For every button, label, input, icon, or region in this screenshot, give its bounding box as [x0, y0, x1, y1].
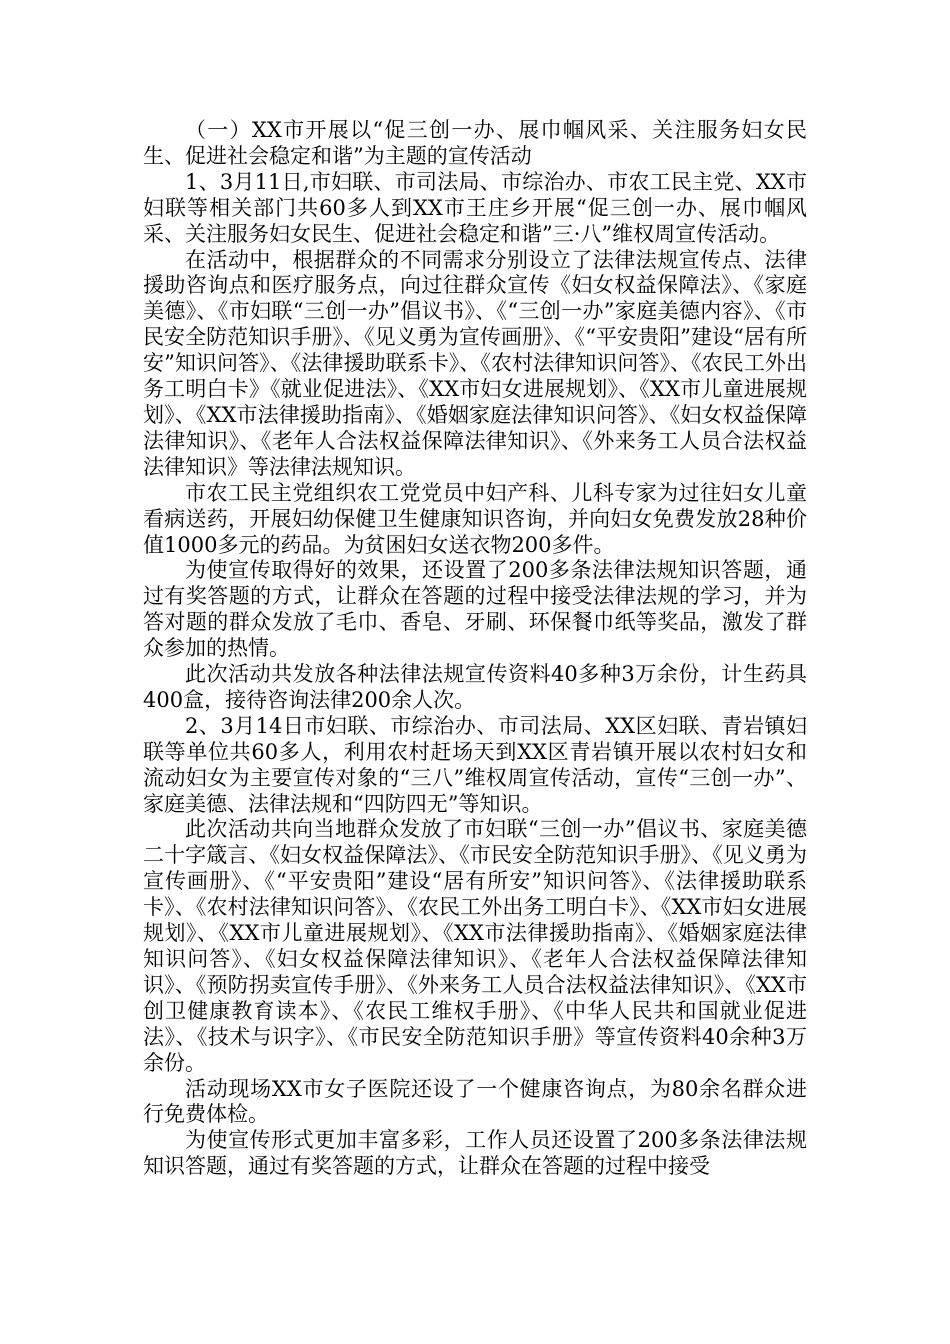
- body-paragraph: 为使宣传取得好的效果，还设置了200多条法律法规知识答题，通过有奖答题的方式，让群众在答题的过程中接受法律法规的学习，并为答对题的群众发放了毛巾、香皂、牙刷、环保餐巾纸等奖品，激发了群众参加的热情。: [143, 558, 807, 661]
- body-paragraph: 市农工民主党组织农工党党员中妇产科、儿科专家为过往妇女儿童看病送药，开展妇幼保健卫生健康知识咨询，并向妇女免费发放28种价值1000多元的药品。为贫困妇女送衣物200多件。: [143, 480, 807, 557]
- body-paragraph: 1、3月11日,市妇联、市司法局、市综治办、市农工民主党、XX市妇联等相关部门共60多人到XX市王庄乡开展“促三创一办、展巾帼风采、关注服务妇女民生、促进社会稳定和谐”三·八”维权周宣传活动。: [143, 169, 807, 246]
- body-paragraph: 此次活动共发放各种法律法规宣传资料40多种3万余份，计生药具400盒，接待咨询法律200余人次。: [143, 662, 807, 712]
- section-heading-paragraph: （一）XX市开展以“促三创一办、展巾帼风采、关注服务妇女民生、促进社会稳定和谐”为主题的宣传活动: [143, 118, 807, 168]
- body-paragraph: 活动现场XX市女子医院还设了一个健康咨询点，为80余名群众进行免费体检。: [143, 1076, 807, 1127]
- body-paragraph: 2、3月14日市妇联、市综治办、市司法局、XX区妇联、青岩镇妇联等单位共60多人，利用农村赶场天到XX区青岩镇开展以农村妇女和流动妇女为主要宣传对象的“三八”维权周宣传活动，宣传“三创一办”、家庭美德、法律法规和“四防四无”等知识。: [143, 713, 807, 816]
- body-paragraph: 此次活动共向当地群众发放了市妇联“三创一办”倡议书、家庭美德二十字箴言、《妇女权益保障法》、《市民安全防范知识手册》、《见义勇为宣传画册》、《“平安贵阳”建设“居有所安”知识问答》、《法律援助联系卡》、《农村法律知识问答》、《农民工外出务工明白卡》、《XX市妇女进展规划》、《XX市儿童进展规划》、《XX市法律援助指南》、《婚姻家庭法律知识问答》、《妇女权益保障法律知识》、《老年人合法权益保障法律知识》、《预防拐卖宣传手册》、《外来务工人员合法权益法律知识》、《XX市创卫健康教育读本》、《农民工维权手册》、《中华人民共和国就业促进法》、《技术与识字》、《市民安全防范知识手册》等宣传资料40余种3万余份。: [143, 817, 807, 1075]
- document-body: [143, 118, 807, 1180]
- body-paragraph: 为使宣传形式更加丰富多彩，工作人员还设置了200多条法律法规知识答题，通过有奖答题的方式，让群众在答题的过程中接受: [143, 1128, 807, 1179]
- body-paragraph: 在活动中，根据群众的不同需求分别设立了法律法规宣传点、法律援助咨询点和医疗服务点，向过往群众宣传《妇女权益保障法》、《家庭美德》、《市妇联“三创一办”倡议书》、《“三创一办”家庭美德内容》、《市民安全防范知识手册》、《见义勇为宣传画册》、《“平安贵阳”建设“居有所安”知识问答》、《法律援助联系卡》、《农村法律知识问答》、《农民工外出务工明白卡》《就业促进法》、《XX市妇女进展规划》、《XX市儿童进展规划》、《XX市法律援助指南》、《婚姻家庭法律知识问答》、《妇女权益保障法律知识》、《老年人合法权益保障法律知识》、《外来务工人员合法权益法律知识》等法律法规知识。: [143, 247, 807, 479]
